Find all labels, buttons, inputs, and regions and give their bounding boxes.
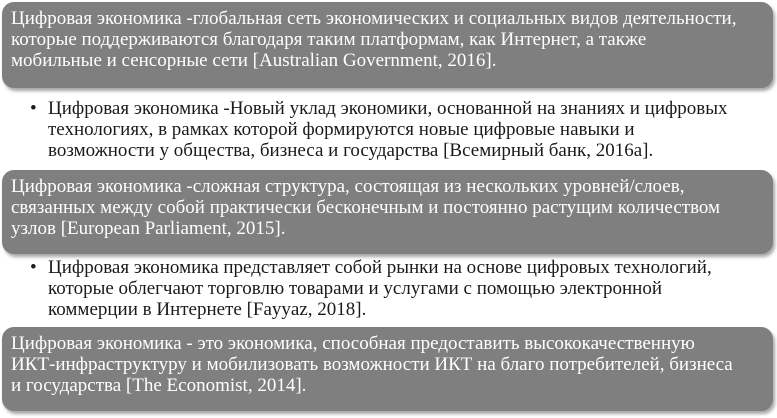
definition-line: Цифровая экономика - это экономика, способная предоставить высококачественную [11, 333, 695, 354]
definition-line: Цифровая экономика -Новый уклад экономики, основанной на знаниях и цифровых [48, 98, 728, 119]
definition-line: узлов [European Parliament, 2015]. [11, 218, 286, 239]
bullet-text [48, 98, 728, 161]
definition-line: Цифровая экономика -сложная структура, состоящая из нескольких уровней/слоев, [11, 176, 685, 197]
bullet-icon: • [30, 257, 37, 278]
definition-box-australian-government [2, 2, 773, 88]
definition-line: которые поддерживаются благодаря таким платформам, как Интернет, а также [11, 29, 647, 50]
definition-bullet-world-bank [30, 98, 760, 164]
bullet-text [48, 257, 712, 320]
definition-box-european-parliament [2, 170, 773, 254]
definition-line: которые облегчают торговлю товарами и услугами с помощью электронной [48, 278, 663, 299]
definition-line: связанных между собой практически бесконечным и постоянно растущим количеством [11, 197, 721, 218]
definition-box-the-economist [2, 327, 773, 411]
definition-line: Цифровая экономика -глобальная сеть экономических и социальных видов деятельности, [11, 8, 737, 29]
definition-line: коммерции в Интернете [Fayyaz, 2018]. [48, 299, 367, 320]
definition-line: ИКТ-инфраструктуру и мобилизовать возможности ИКТ на благо потребителей, бизнеса [11, 354, 733, 375]
definition-line: Цифровая экономика представляет собой рынки на основе цифровых технологий, [48, 257, 712, 278]
bullet-icon: • [30, 98, 37, 119]
definition-line: и государства [The Economist, 2014]. [11, 375, 307, 396]
definition-bullet-fayyaz [30, 257, 760, 323]
definition-line: технологиях, в рамках которой формируются новые цифровые навыки и [48, 119, 635, 140]
definition-line: мобильные и сенсорные сети [Australian Government, 2016]. [11, 50, 497, 71]
definition-line: возможности у общества, бизнеса и государства [Всемирный банк, 2016а]. [48, 140, 654, 161]
